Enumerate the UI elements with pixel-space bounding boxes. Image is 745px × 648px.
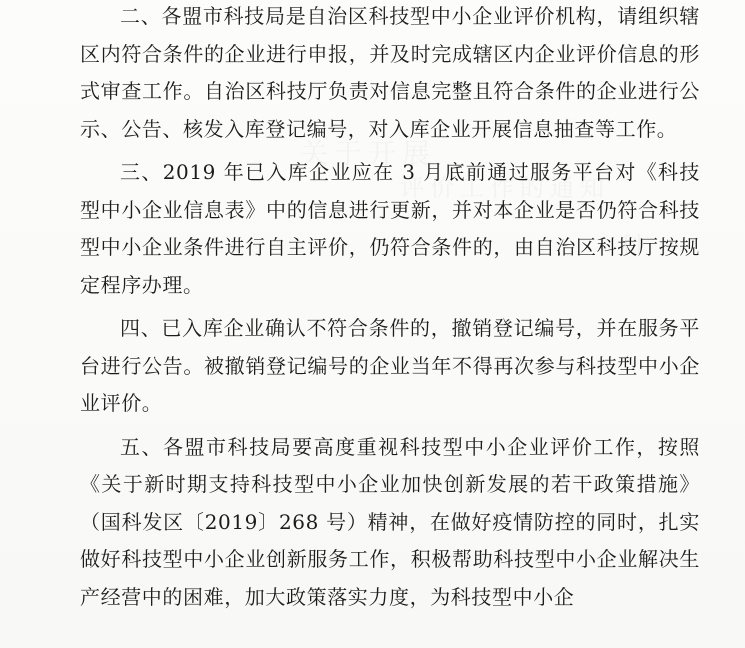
- document-body: [80, 0, 700, 616]
- paragraph-4: 四、已入库企业确认不符合条件的，撤销登记编号，并在服务平台进行公告。被撤销登记编号的企业当年不得再次参与科技型中小企业评价。: [80, 316, 700, 415]
- paragraph-5: 五、各盟市科技局要高度重视科技型中小企业评价工作，按照《关于新时期支持科技型中小企业加快创新发展的若干政策措施》（国科发区〔2019〕268 号）精神，在做好疫情防控的同时，扎实做好科技型中小企业创新服务工作，积极帮助科技型中小企业解决生产经营中的困难，加大政策落实力度，为科技型中小企: [80, 434, 700, 609]
- paragraph-3: 三、2019 年已入库企业应在 3 月底前通过服务平台对《科技型中小企业信息表》中的信息进行更新，并对本企业是否仍符合科技型中小企业条件进行自主评价，仍符合条件的，由自治区科技厅按规定程序办理。: [80, 160, 700, 297]
- paragraph-2: 二、各盟市科技局是自治区科技型中小企业评价机构，请组织辖区内符合条件的企业进行申报，并及时完成辖区内企业评价信息的形式审查工作。自治区科技厅负责对信息完整且符合条件的企业进行公示、公告、核发入库登记编号，对入库企业开展信息抽查等工作。: [80, 4, 700, 141]
